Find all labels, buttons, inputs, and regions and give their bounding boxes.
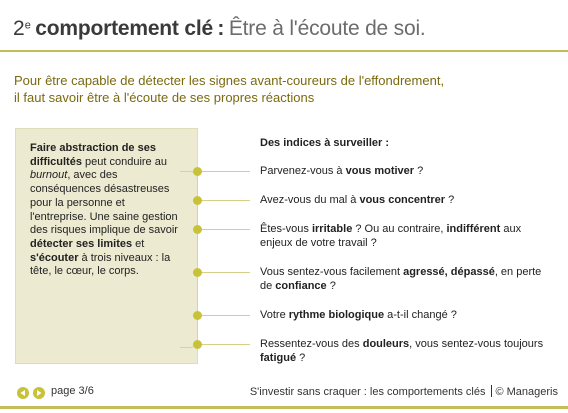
item-connector-4: [198, 272, 250, 273]
bullet-dot-2: [193, 196, 202, 205]
footer-divider-line: [0, 406, 568, 409]
indicator-item-4: [260, 265, 550, 293]
side-text-4: , avec des conséquences désastreuses pour la personne et l'entreprise. Une saine gestion des risques implique de savoir: [30, 169, 178, 237]
course-title: S'investir sans craquer : les comportements clés: [249, 386, 486, 398]
item-6-d: fatigué: [260, 352, 297, 364]
item-connector-3: [198, 229, 250, 230]
item-2-b: vous concentrer: [359, 194, 446, 206]
item-connector-1: [198, 171, 250, 172]
title-separator: :: [217, 17, 225, 40]
next-page-button[interactable]: [33, 387, 45, 399]
previous-page-button[interactable]: [17, 387, 29, 399]
title-subtitle: Être à l'écoute de soi.: [228, 17, 426, 40]
side-text-bold-2: détecter ses limites: [30, 237, 133, 250]
item-5-a: Votre: [260, 309, 289, 321]
item-4-e: ?: [326, 280, 336, 292]
item-6-a: Ressentez-vous des: [260, 338, 363, 350]
item-6-b: douleurs: [362, 338, 410, 350]
indicator-item-6: [260, 337, 550, 365]
title-number-sup: e: [24, 19, 31, 32]
item-2-a: Avez-vous du mal à: [260, 194, 360, 206]
indicator-item-5: [260, 308, 550, 322]
side-text-6: et: [132, 237, 145, 250]
bullet-dot-1: [193, 167, 202, 176]
side-box-text: [30, 142, 182, 279]
intro-line-1: Pour être capable de détecter les signes avant-coureurs de l'effondrement,: [14, 73, 445, 88]
side-text-2: peut conduire au: [81, 155, 167, 168]
item-3-e: aux enjeux de votre travail ?: [260, 223, 522, 249]
indicator-item-1: [260, 164, 550, 178]
item-5-c: a-t-il changé ?: [384, 309, 457, 321]
triangle-right-icon: [33, 387, 45, 399]
title-divider: [0, 50, 568, 52]
side-text-8: à trois niveaux : la tête, le cœur, le corps.: [30, 251, 171, 278]
intro-text: [14, 72, 534, 106]
item-6-e: ?: [296, 352, 306, 364]
triangle-left-icon: [17, 387, 29, 399]
footer-divider: [491, 385, 492, 397]
item-connector-6: [198, 344, 250, 345]
side-text-bold-3: s'écouter: [30, 251, 79, 264]
item-1-b: vous motiver: [345, 165, 415, 177]
item-5-b: rythme biologique: [288, 309, 385, 321]
bullet-dot-5: [193, 311, 202, 320]
item-connector-2: [198, 200, 250, 201]
item-6-c: , vous sentez-vous toujours: [409, 338, 544, 350]
item-1-a: Parvenez-vous à: [260, 165, 346, 177]
item-connector-5: [198, 315, 250, 316]
indicator-item-2: [260, 193, 550, 207]
item-3-b: irritable: [311, 223, 353, 235]
item-3-c: ? Ou au contraire,: [352, 223, 447, 235]
indicator-item-3: [260, 222, 550, 250]
page-indicator: page 3/6: [51, 385, 94, 397]
side-text-bold-1: Faire abstraction de ses difficultés: [30, 142, 156, 168]
item-2-c: ?: [445, 194, 455, 206]
bullet-dot-3: [193, 225, 202, 234]
bullet-dot-6: [193, 340, 202, 349]
page-title: [13, 17, 426, 47]
indices-title: Des indices à surveiller :: [260, 137, 390, 149]
intro-line-2: il faut savoir être à l'écoute de ses propres réactions: [14, 90, 315, 105]
item-4-b: agressé, dépassé: [403, 266, 495, 278]
item-1-c: ?: [414, 165, 424, 177]
copyright: © Manageris: [495, 386, 558, 398]
item-4-a: Vous sentez-vous facilement: [260, 266, 404, 278]
footer-credits: [245, 385, 558, 398]
item-4-d: confiance: [275, 280, 327, 292]
side-text-italic: burnout: [30, 169, 68, 182]
bullet-dot-4: [193, 268, 202, 277]
item-4-c: , en perte de: [260, 266, 542, 292]
item-3-d: indifférent: [446, 223, 501, 235]
title-main: comportement clé: [35, 17, 213, 40]
item-3-a: Êtes-vous: [260, 223, 312, 235]
title-number: 2: [13, 17, 25, 40]
